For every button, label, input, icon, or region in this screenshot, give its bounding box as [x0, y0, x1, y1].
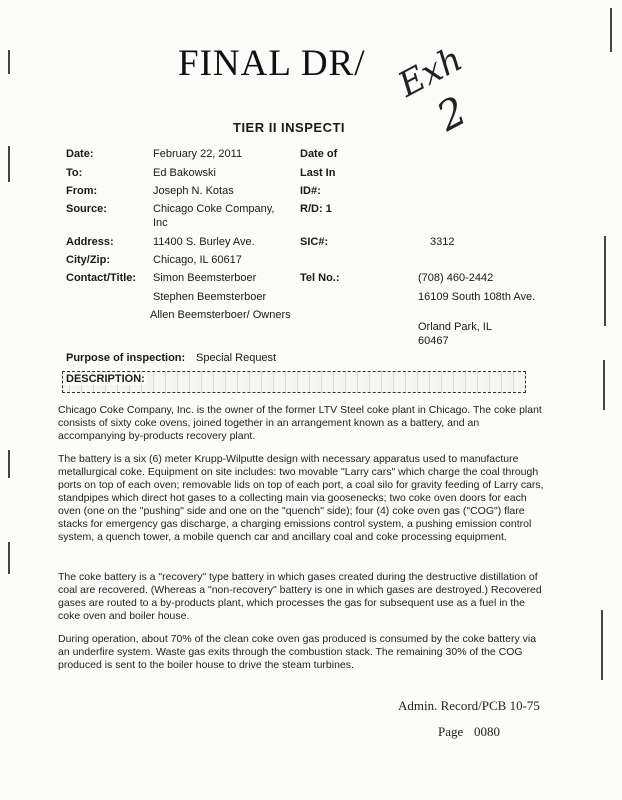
scan-edge-right-lower	[603, 360, 605, 410]
to-label: To:	[66, 167, 83, 179]
scan-edge-left-middle	[8, 450, 10, 478]
alt-address-line-2: Orland Park, IL 60467	[418, 321, 492, 347]
description-paragraph-2: The battery is a six (6) meter Krupp-Wilputte design with necessary apparatus used to manufacture metallurgical coke. Equipment on site includes: two movable "Larry cars" which charge the coal through ports on top of each oven; removable lids on top of each port, a coal silo for gravity feeding of Larry cars, standpipes which direct hot gases to a collecting main via goosenecks; two coke oven doors for each oven (one on the "pushing" side and one on the "quench" side); four (4) coke oven gas ("COG") flare stacks for emergency gas discharge, a charging emissions control system, a pushing emission control system, a quench tower, a mobile quench car and ancillary coal and coke processing equipment.	[58, 453, 544, 543]
date-label: Date:	[66, 148, 94, 160]
document-subtitle: TIER II INSPECTI	[233, 120, 346, 135]
sic-label: SIC#:	[300, 236, 329, 248]
description-paragraph-1: Chicago Coke Company, Inc. is the owner of the former LTV Steel coke plant in Chicago. The coke plant consists of sixty coke ovens, joined together in an arrangement known as a battery, and an accompanying by-products recovery plant.	[58, 404, 542, 442]
contact-2-value: Stephen Beemsterboer	[153, 291, 267, 303]
handwritten-exhibit-number: 2	[430, 88, 475, 141]
source-label: Source:	[66, 203, 107, 215]
document-title: FINAL DR/	[178, 43, 366, 84]
scan-edge-left-lower	[8, 542, 10, 574]
to-value: Ed Bakowski	[153, 167, 216, 179]
contact-1-value: Simon Beemsterboer	[153, 272, 257, 284]
description-paragraph-4: During operation, about 70% of the clean coke oven gas produced is consumed by the coke battery via an underfire system. Waste gas exits through the combustion stack. The remaining 30% of the COG produced is sent to the boiler house to drive the steam turbines.	[58, 633, 537, 671]
from-value: Joseph N. Kotas	[153, 185, 234, 197]
from-label: From:	[66, 185, 98, 197]
address-label: Address:	[66, 236, 114, 248]
scan-edge-left-top	[8, 50, 10, 74]
scan-edge-left-upper	[8, 146, 10, 182]
tel-value: (708) 460-2442	[418, 272, 494, 284]
page-stamp-label: Page	[438, 724, 464, 739]
alt-address-line-1: 16109 South 108th Ave.	[418, 291, 536, 303]
id-label: ID#:	[300, 185, 321, 197]
page-stamp-number: 0080	[474, 724, 500, 739]
tel-label: Tel No.:	[300, 272, 340, 284]
scan-edge-right-middle	[604, 236, 606, 326]
cityzip-label: City/Zip:	[66, 254, 110, 266]
purpose-label: Purpose of inspection:	[66, 352, 186, 364]
date-value: February 22, 2011	[153, 148, 243, 160]
address-value: 11400 S. Burley Ave.	[153, 236, 255, 248]
date-of-label: Date of	[300, 148, 338, 160]
contact-label: Contact/Title:	[66, 272, 137, 284]
cityzip-value: Chicago, IL 60617	[153, 254, 242, 266]
contact-3-value: Allen Beemsterboer/ Owners	[150, 309, 291, 321]
description-label: DESCRIPTION:	[66, 373, 145, 385]
source-value: Chicago Coke Company, Inc	[153, 203, 275, 229]
rid-label: R/D: 1	[300, 203, 332, 215]
admin-record-stamp: Admin. Record/PCB 10-75	[398, 698, 540, 713]
handwritten-exhibit-label: Exh	[392, 39, 469, 106]
sic-value: 3312	[430, 236, 455, 248]
scan-edge-right-bottom	[601, 610, 603, 680]
description-paragraph-3: The coke battery is a "recovery" type battery in which gases created during the destructive distillation of coal are recovered. (Whereas a "non-recovery" battery is one in which gases are destroyed.) Recovered gases are routed to a by-products plant, which processes the gas for subsequent use as a fuel in the coke oven and boiler house.	[58, 571, 542, 622]
last-in-label: Last In	[300, 167, 336, 179]
purpose-value: Special Request	[196, 352, 277, 364]
scan-edge-right-top	[610, 8, 612, 52]
